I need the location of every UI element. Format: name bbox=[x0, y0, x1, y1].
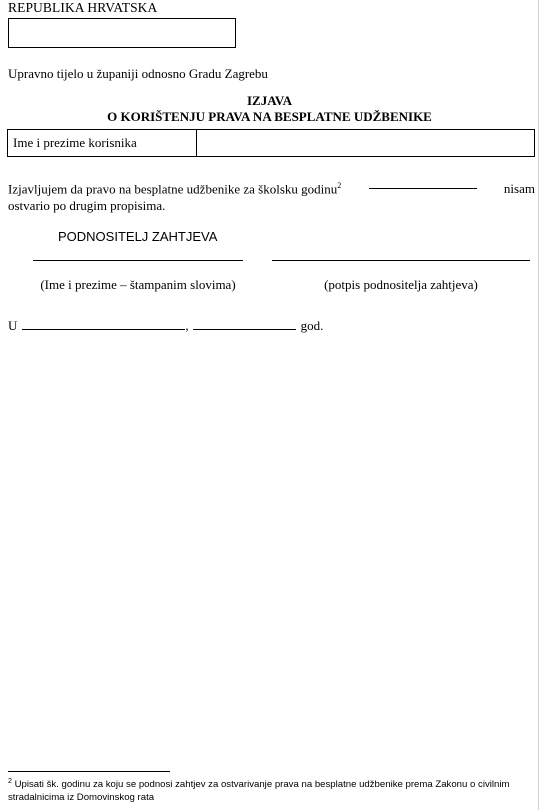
signature-caption: (potpis podnositelja zahtjeva) bbox=[324, 277, 478, 292]
statement-line-2: ostvario po drugim propisima. bbox=[8, 198, 166, 214]
footnote bbox=[8, 778, 523, 804]
name-print-caption: (Ime i prezime – štampanim slovima) bbox=[40, 277, 236, 292]
footnote-text: Upisati šk. godinu za koju se podnosi zahtjev za ostvarivanje prava na besplatne udžbenike prema Zakonu o civilnim stradalnicima iz Domovinskog rata bbox=[8, 779, 510, 803]
school-year-blank[interactable] bbox=[369, 188, 477, 189]
document-subtitle: O KORIŠTENJU PRAVA NA BESPLATNE UDŽBENIKE bbox=[107, 109, 432, 124]
name-print-line[interactable] bbox=[33, 260, 243, 261]
statement-paragraph bbox=[8, 177, 535, 214]
country-heading: REPUBLIKA HRVATSKA bbox=[8, 0, 158, 15]
name-field-label: Ime i prezime korisnika bbox=[8, 130, 197, 156]
statement-text-end: nisam bbox=[503, 181, 535, 197]
place-prefix: U bbox=[8, 318, 18, 333]
place-blank[interactable] bbox=[22, 318, 185, 330]
stamp-box[interactable] bbox=[8, 18, 236, 48]
footnote-number: 2 bbox=[8, 777, 12, 785]
applicant-heading: PODNOSITELJ ZAHTJEVA bbox=[58, 229, 218, 244]
name-field-input[interactable] bbox=[198, 130, 534, 156]
place-comma: , bbox=[185, 318, 189, 333]
document-title: IZJAVA bbox=[246, 93, 293, 108]
place-date-row bbox=[8, 318, 323, 334]
date-blank[interactable] bbox=[193, 318, 296, 330]
office-line: Upravno tijelo u županiji odnosno Gradu Zagrebu bbox=[8, 66, 268, 81]
footnote-divider bbox=[8, 771, 170, 772]
signature-line[interactable] bbox=[272, 260, 530, 261]
statement-text: Izjavljujem da pravo na besplatne udžbenike za školsku godinu bbox=[8, 181, 338, 197]
footnote-ref: 2 bbox=[337, 181, 342, 190]
name-table bbox=[7, 129, 535, 157]
year-suffix: god. bbox=[300, 318, 324, 333]
